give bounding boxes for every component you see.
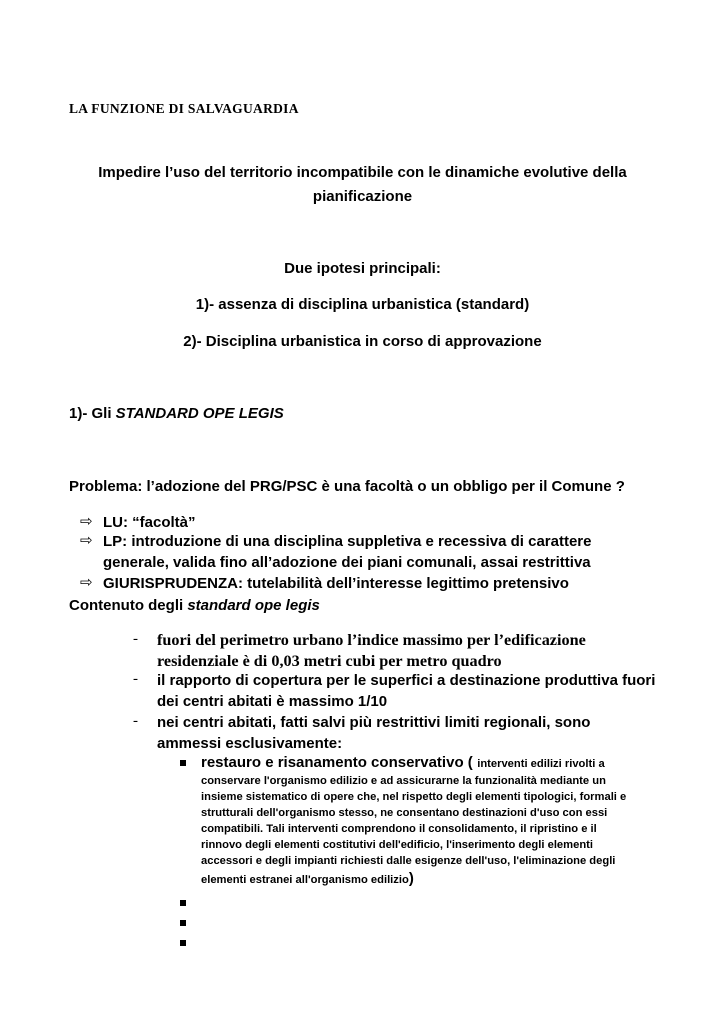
subtitle-line-2: pianificazione bbox=[312, 188, 413, 205]
hypothesis-1: 1)- assenza di disciplina urbanistica (standard) bbox=[195, 296, 530, 313]
section-1-prefix: 1)- Gli bbox=[69, 405, 116, 422]
content-label bbox=[69, 595, 320, 616]
restauro-text-line-7: accessori e degli impianti richiesti dalle esigenze dell'uso, l'eliminazione degli bbox=[201, 855, 616, 867]
hypothesis-2: 2)- Disciplina urbanistica in corso di approvazione bbox=[183, 333, 542, 350]
restauro-text-line-1: interventi edilizi rivolti a bbox=[477, 758, 605, 770]
arrow-item-1-line-1: LU: “facoltà” bbox=[103, 514, 196, 531]
problem-statement: Problema: l’adozione del PRG/PSC è una facoltà o un obbligo per il Comune ? bbox=[69, 478, 625, 495]
restauro-text-line-5: compatibili. Tali interventi comprendono il consolidamento, il ripristino e il bbox=[201, 823, 597, 835]
restauro-text-line-3: insieme sistematico di opere che, nel rispetto degli elementi tipologici, formali e bbox=[201, 791, 627, 803]
content-label-emphasis: standard ope legis bbox=[187, 597, 320, 614]
subtitle-line-1: Impedire l’uso del territorio incompatibile con le dinamiche evolutive della bbox=[98, 164, 627, 181]
dash-item-2-line-1: il rapporto di copertura per le superfici a destinazione produttiva fuori bbox=[157, 672, 656, 689]
dash-bullet: - bbox=[133, 631, 138, 647]
restauro-closing-paren: ) bbox=[408, 870, 414, 887]
arrow-right-icon: ⇨ bbox=[80, 513, 93, 530]
hypotheses-title: Due ipotesi principali: bbox=[284, 260, 441, 277]
restauro-text-line-6: rinnovo degli elementi costitutivi dell'edificio, l'inserimento degli elementi bbox=[201, 839, 593, 851]
restauro-text-last: elementi estranei all'organismo edilizio bbox=[201, 874, 409, 886]
dash-item-1-line-1: fuori del perimetro urbano l’indice massimo per l’edificazione bbox=[157, 631, 586, 649]
arrow-right-icon: ⇨ bbox=[80, 532, 93, 549]
dash-item-3-line-2: ammessi esclusivamente: bbox=[157, 735, 343, 752]
arrow-item-2-line-1: LP: introduzione di una disciplina suppletiva e recessiva di carattere bbox=[103, 533, 592, 550]
restauro-title: restauro e risanamento conservativo ( bbox=[201, 754, 473, 771]
square-bullet bbox=[180, 900, 186, 906]
section-1-heading bbox=[69, 403, 284, 424]
arrow-item-2-line-2: generale, valida fino all’adozione dei piani comunali, assai restrittiva bbox=[103, 554, 591, 571]
dash-bullet: - bbox=[133, 671, 138, 687]
section-1-emphasis: STANDARD OPE LEGIS bbox=[115, 405, 284, 422]
restauro-text-line-8 bbox=[201, 870, 414, 888]
dash-bullet: - bbox=[133, 713, 138, 729]
restauro-text-line-4: strutturali dell'organismo stesso, ne consentano destinazioni d'uso con essi bbox=[201, 807, 608, 819]
square-bullet bbox=[180, 940, 186, 946]
page-heading: LA FUNZIONE DI SALVAGUARDIA bbox=[69, 101, 299, 116]
restauro-item-line-1 bbox=[201, 754, 605, 772]
dash-item-1-line-2: residenziale è di 0,03 metri cubi per metro quadro bbox=[157, 652, 502, 670]
arrow-item-3-line-1: GIURISPRUDENZA: tutelabilità dell’interesse legittimo pretensivo bbox=[103, 575, 569, 592]
content-label-prefix: Contenuto degli bbox=[69, 597, 188, 614]
dash-item-3-line-1: nei centri abitati, fatti salvi più restrittivi limiti regionali, sono bbox=[157, 714, 591, 731]
square-bullet bbox=[180, 760, 186, 766]
arrow-right-icon: ⇨ bbox=[80, 574, 93, 591]
restauro-text-line-2: conservare l'organismo edilizio e ad assicurarne la funzionalità mediante un bbox=[201, 775, 606, 787]
dash-item-2-line-2: dei centri abitati è massimo 1/10 bbox=[157, 693, 388, 710]
square-bullet bbox=[180, 920, 186, 926]
